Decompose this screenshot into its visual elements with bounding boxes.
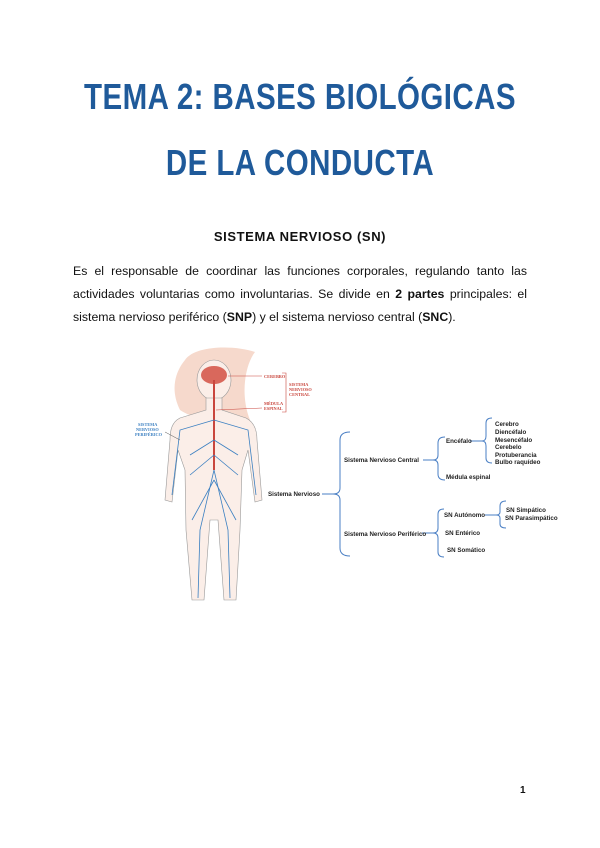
tree-node-autonomo: SN Autónomo — [444, 512, 486, 519]
label-snp: NERVIOSO — [136, 427, 159, 432]
text: ) y el sistema nervioso central ( — [252, 310, 423, 324]
section-heading: SISTEMA NERVIOSO (SN) — [213, 229, 387, 244]
tree-node-medula: Médula espinal — [446, 474, 491, 481]
tree-leaf: SN Parasimpático — [505, 515, 558, 522]
document-title-line-1: TEMA 2: BASES BIOLÓGICAS — [84, 76, 516, 117]
text: Es el responsable de coordinar las funciones corporales, regulando tanto las actividades voluntarias como involuntarias. Se divide en — [73, 264, 527, 301]
text: principales: el sistema nervioso periférico ( — [73, 287, 527, 324]
tree-node-periferico: Sistema Nervioso Periférico — [344, 531, 427, 538]
nervous-system-tree — [268, 418, 558, 557]
bold-text: SNC — [422, 310, 449, 324]
label-snc: NERVIOSO — [289, 387, 312, 392]
tree-node-enterico: SN Entérico — [445, 530, 481, 537]
text: ). — [448, 310, 456, 324]
document-title-line-2: DE LA CONDUCTA — [165, 142, 435, 183]
tree-node-encefalo: Encéfalo — [446, 438, 472, 445]
label-medula: MÉDULA — [264, 401, 284, 406]
tree-leaf: Diencéfalo — [495, 429, 527, 436]
label-snp: PERIFÉRICO — [135, 432, 162, 437]
page-number: 1 — [520, 785, 526, 796]
label-snc: CENTRAL — [289, 392, 311, 397]
tree-node-root: Sistema Nervioso — [268, 491, 320, 498]
tree-node-central: Sistema Nervioso Central — [344, 457, 419, 464]
label-cerebro: CEREBRO — [264, 374, 286, 379]
tree-leaf: Cerebelo — [495, 444, 522, 451]
label-espinal: ESPINAL — [264, 406, 283, 411]
tree-leaf: Bulbo raquídeo — [495, 459, 541, 466]
label-snc: SISTEMA — [289, 382, 309, 387]
tree-leaf: Cerebro — [495, 421, 519, 428]
tree-leaf: Protuberancia — [495, 452, 537, 459]
body-illustration — [135, 347, 312, 600]
bold-text: SNP — [226, 310, 253, 324]
bold-text: 2 partes — [395, 287, 445, 301]
tree-leaf: Mesencéfalo — [495, 437, 533, 444]
tree-leaf: SN Simpático — [506, 507, 546, 514]
label-snp: SISTEMA — [138, 422, 158, 427]
tree-node-somatico: SN Somático — [447, 547, 486, 554]
